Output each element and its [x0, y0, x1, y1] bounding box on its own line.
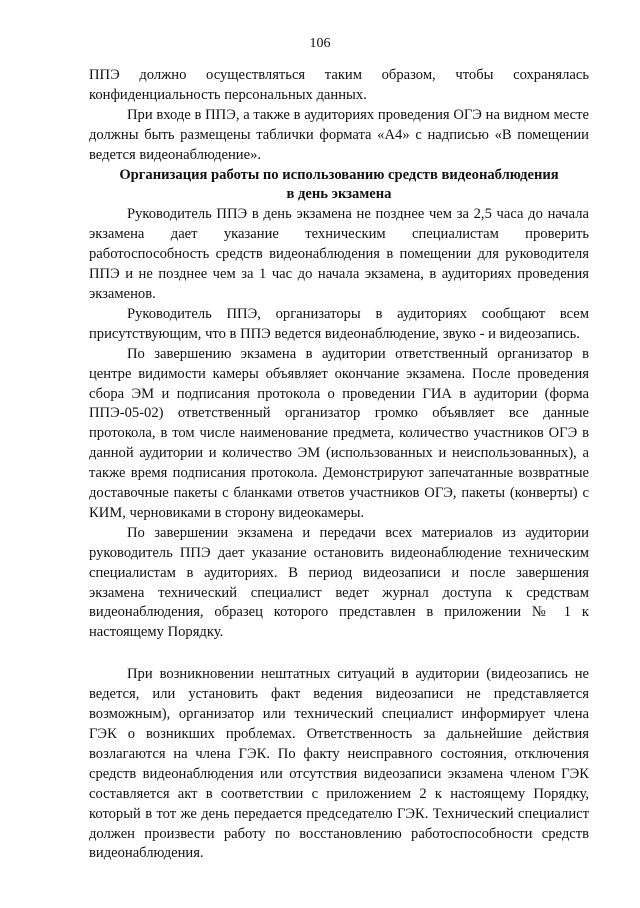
section-heading-line: Организация работы по использованию средств видеонаблюдения	[119, 166, 559, 183]
paragraph: При входе в ППЭ, а также в аудиториях проведения ОГЭ на видном месте должны быть размещены таблички формата «А4» с надписью «В помещении ведется видеонаблюдение».	[89, 106, 589, 163]
section-heading-line: в день экзамена	[286, 186, 392, 203]
paragraph: При возникновении нештатных ситуаций в аудитории (видеозапись не ведется, или установить факт ведения видеозаписи не представляется возможным), организатор или технический специалист информирует члена ГЭК о возникших проблемах. Ответственность за дальнейшие действия возлагаются на члена ГЭК. По факту неисправного состояния, отключения средств видеонаблюдения или отсутствия видеозаписи экзамена членом ГЭК составляется акт в соответствии с приложением 2 к настоящему Порядку, который в тот же день передается председателю ГЭК. Технический специалист должен произвести работу по восстановлению работоспособности средств видеонаблюдения.	[89, 666, 589, 862]
document-body	[89, 66, 589, 864]
section-heading	[89, 166, 589, 206]
paragraph: По завершении экзамена и передачи всех материалов из аудитории руководитель ППЭ дает указание остановить видеонаблюдение техническим специалистам в аудиториях. В период видеозаписи и после завершения экзамена технический специалист ведет журнал доступа к средствам видеонаблюдения, образец которого представлен в приложении № 1 к настоящему Порядку.	[89, 524, 589, 641]
paragraph: Руководитель ППЭ, организаторы в аудиториях сообщают всем присутствующим, что в ППЭ ведется видеонаблюдение, звуко - и видеозапись.	[89, 305, 589, 342]
paragraph: По завершению экзамена в аудитории ответственный организатор в центре видимости камеры объявляет окончание экзамена. После проведения сбора ЭМ и подписания протокола о проведении ГИА в аудитории (форма ППЭ-05-02) ответственный организатор громко объявляет все данные протокола, в том числе наименование предмета, количество участников ОГЭ в данной аудитории и количество ЭМ (использованных и неиспользованных), а также время подписания протокола. Демонстрируют запечатанные возвратные доставочные пакеты с бланками ответов участников ОГЭ, пакеты (конверты) с КИМ, черновиками в сторону видеокамеры.	[89, 345, 589, 521]
paragraph: Руководитель ППЭ в день экзамена не позднее чем за 2,5 часа до начала экзамена дает указание техническим специалистам проверить работоспособность средств видеонаблюдения в помещении для руководителя ППЭ и не позднее чем за 1 час до начала экзамена, в аудиториях проведения экзаменов.	[89, 206, 589, 302]
paragraph: ППЭ должно осуществляться таким образом, чтобы сохранялась конфиденциальность персональных данных.	[89, 67, 589, 103]
page-number: 106	[309, 36, 331, 51]
